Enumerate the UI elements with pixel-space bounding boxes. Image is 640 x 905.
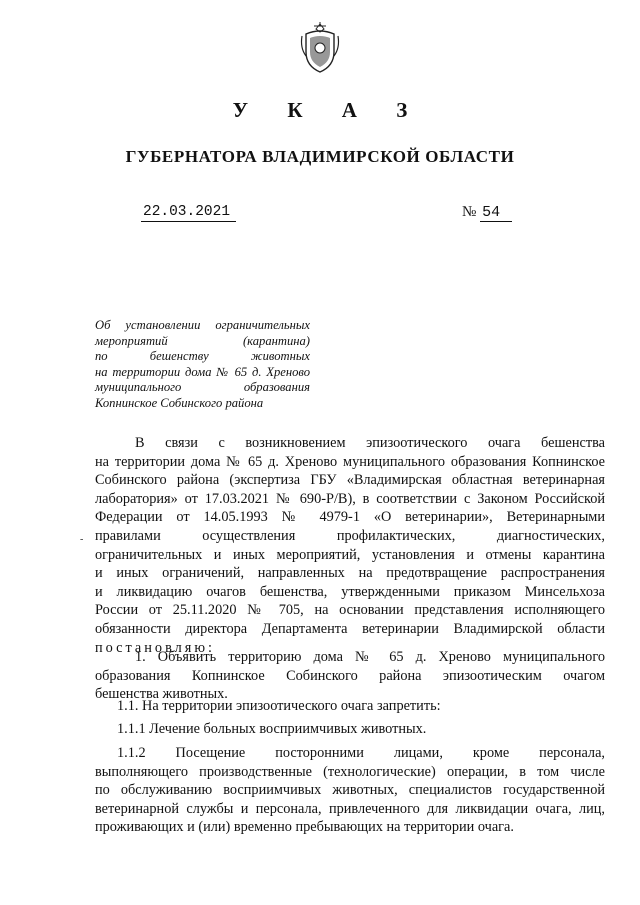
preamble-line: и ликвидацию очагов бешенства, утвержденными приказом Минсельхоза [95,583,605,600]
item-1-1-2-line: проживающих и (или) временно пребывающих на территории очага. [95,819,514,836]
item-1-line: образования Копнинское Собинского района эпизоотическим очагом [95,667,605,684]
preamble-line: на территории дома № 65 д. Хреново муниципального образования Копнинское [95,453,605,470]
document-subject [95,318,310,412]
subject-line: по бешенству животных [95,349,310,364]
preamble-line: лаборатория» от 17.03.2021 № 690-Р/В), в соответствии с Законом Российской [95,490,605,507]
item-1-line: 1. Объявить территорию дома № 65 д. Хреново муниципального [135,649,605,665]
item-1-1-1 [95,720,605,739]
preamble-line: Федерации от 14.05.1993 № 4979-1 «О ветеринарии», Ветеринарными [95,509,605,526]
item-1-1-text: 1.1. На территории эпизоотического очага запретить: [117,698,441,714]
preamble-line: Собинского района (экспертиза ГБУ «Владимирская областная ветеринарная [95,472,605,489]
subject-line: муниципального образования [95,380,310,395]
document-subtitle: ГУБЕРНАТОРА ВЛАДИМИРСКОЙ ОБЛАСТИ [125,147,515,166]
item-1 [95,648,605,704]
item-1-1 [95,697,605,716]
document-title: У К А З [232,98,425,122]
item-1-1-2-line: выполняющего производственные (технологические) операции, в том числе [95,763,605,780]
preamble-line: правилами осуществления профилактических, диагностических, [95,527,605,544]
preamble-line: обязанности директора Департамента ветеринарии Владимирской области [95,620,605,637]
document-date: 22.03.2021 [141,203,236,222]
item-1-1-1-text: 1.1.1 Лечение больных восприимчивых животных. [117,721,427,737]
preamble-line: В связи с возникновением эпизоотического очага бешенства [135,435,605,451]
preamble-line: России от 25.11.2020 № 705, на основании представления исполняющего [95,602,605,619]
subject-line: Копнинское Собинского района [95,395,264,410]
document-number [462,203,512,222]
item-1-1-2 [95,744,605,837]
number-sign: № [462,204,477,220]
item-1-line: бешенства животных. [95,686,228,703]
preamble-line: и иных ограничений, направленных на предотвращение распространения [95,565,605,582]
subject-line: мероприятий (карантина) [95,333,310,348]
decree-word: постановляю: [95,639,215,656]
subject-line: на территории дома № 65 д. Хреново [95,364,310,379]
preamble-paragraph [95,434,605,657]
preamble-line: ограничительных и иных мероприятий, установления и отмены карантина [95,546,605,563]
item-1-1-2-line: ветеринарной службы и персонала, привлеченного для ликвидации очага, лиц, [95,800,605,817]
item-1-1-2-line: 1.1.2 Посещение посторонними лицами, кроме персонала, [117,745,605,761]
subject-line: Об установлении ограничительных [95,318,310,332]
item-1-1-2-line: по обслуживанию восприимчивых животных, специалистов государственной [95,782,605,799]
coat-of-arms-icon [298,22,342,74]
number-value: 54 [480,204,512,222]
margin-mark: - [80,534,84,545]
